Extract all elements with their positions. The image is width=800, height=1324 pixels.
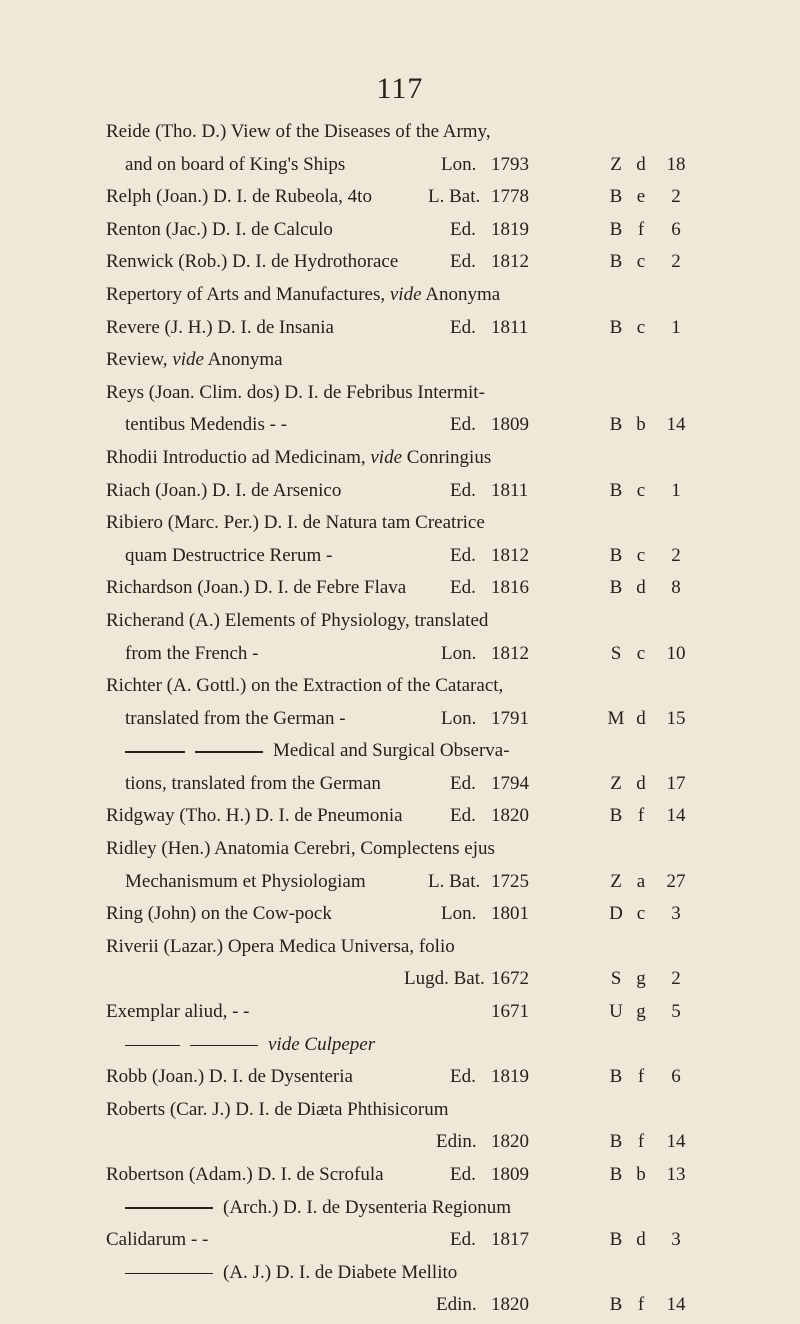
catalog-line: [106, 149, 706, 182]
shelf-shelf: f: [637, 1294, 645, 1316]
catalog-line: [106, 996, 706, 1029]
shelf-shelf: g: [636, 968, 646, 990]
catalog-line: [106, 898, 706, 931]
shelf-number: 6: [671, 218, 681, 240]
entry-text: tentibus Medendis - -: [125, 414, 288, 436]
entry-text-ditto: [125, 1257, 457, 1290]
entry-year: 1819: [491, 218, 529, 240]
catalog-line: [106, 409, 706, 442]
entry-text: Riverii (Lazar.) Opera Medica Universa, folio: [106, 935, 455, 957]
entry-year: 1812: [491, 544, 529, 566]
entry-place: L. Bat.: [428, 870, 481, 892]
entry-place: Ed.: [450, 544, 476, 566]
entry-year: 1791: [491, 707, 529, 729]
entry-text: Reys (Joan. Clim. dos) D. I. de Febribus Intermit-: [106, 381, 485, 403]
catalog-line: [106, 572, 706, 605]
shelf-shelf: f: [637, 1066, 645, 1088]
entry-year: 1801: [491, 903, 529, 925]
entry-year: 1793: [491, 153, 529, 175]
catalog-line: [106, 1061, 706, 1094]
entry-place: Ed.: [450, 1229, 476, 1251]
entry-text: Medical and Surgical Observa-: [273, 740, 510, 762]
entry-year: 1809: [491, 1164, 529, 1185]
shelf-case: B: [609, 414, 623, 436]
catalog-line: [106, 1029, 706, 1062]
entry-year: 1811: [491, 479, 529, 501]
shelf-case: Z: [610, 870, 622, 892]
shelf-number: 3: [671, 1229, 681, 1251]
entry-year: 1811: [491, 316, 529, 338]
catalog-line: [106, 670, 706, 703]
catalog-line: [106, 866, 706, 899]
shelf-shelf: a: [636, 870, 646, 892]
shelf-case: S: [610, 968, 622, 990]
entry-text: Riach (Joan.) D. I. de Arsenico: [106, 479, 342, 501]
entry-text: Review, vide Anonyma: [106, 349, 283, 371]
entry-year: 1819: [491, 1066, 529, 1088]
shelf-number: 13: [666, 1164, 686, 1185]
ditto-rule: [190, 1045, 258, 1047]
entry-year: 1794: [491, 772, 529, 794]
shelf-number: 10: [666, 642, 686, 664]
entry-text: Roberts (Car. J.) D. I. de Diæta Phthisicorum: [106, 1098, 449, 1120]
catalog-line: [106, 279, 706, 312]
entry-year: 1817: [491, 1229, 529, 1251]
entry-text: Renwick (Rob.) D. I. de Hydrothorace: [106, 251, 399, 273]
entry-place: L. Bat.: [428, 186, 481, 208]
ditto-rule: [125, 1045, 180, 1047]
entry-text: Reide (Tho. D.) View of the Diseases of the Army,: [106, 121, 491, 142]
catalog-line: [106, 800, 706, 833]
entry-year: 1816: [491, 577, 529, 599]
catalog-line: [106, 116, 706, 149]
entry-year: 1725: [491, 870, 529, 892]
shelf-case: B: [609, 251, 623, 273]
entry-place: Edin.: [436, 1294, 477, 1316]
shelf-number: 2: [671, 186, 681, 208]
shelf-number: 14: [666, 1131, 686, 1153]
shelf-case: B: [609, 1294, 623, 1316]
shelf-shelf: d: [636, 707, 646, 729]
shelf-shelf: c: [636, 316, 646, 338]
shelf-shelf: d: [636, 1229, 646, 1251]
entry-text: Repertory of Arts and Manufactures, vide Anonyma: [106, 283, 501, 305]
entry-place: Ed.: [450, 414, 476, 436]
entry-text: (Arch.) D. I. de Dysenteria Regionum: [223, 1196, 512, 1218]
shelf-shelf: c: [636, 544, 646, 566]
entry-text: Exemplar aliud, - -: [106, 1001, 250, 1023]
shelf-shelf: b: [636, 1164, 646, 1185]
shelf-case: B: [609, 805, 623, 827]
shelf-number: 3: [671, 903, 681, 925]
catalog-line: [106, 1192, 706, 1225]
catalog-line: [106, 703, 706, 736]
entry-text: Ridley (Hen.) Anatomia Cerebri, Complectens ejus: [106, 838, 495, 860]
catalog-line: [106, 246, 706, 279]
entry-text: Mechanismum et Physiologiam: [125, 870, 366, 892]
entry-year: 1809: [491, 414, 529, 436]
shelf-shelf: c: [636, 642, 646, 664]
catalog-line: [106, 540, 706, 573]
catalog-line: [106, 507, 706, 540]
catalog-entries: [106, 116, 706, 1322]
catalog-line: [106, 1094, 706, 1127]
entry-text-ditto: [125, 735, 510, 768]
shelf-number: 2: [671, 251, 681, 273]
shelf-shelf: b: [636, 414, 646, 436]
shelf-case: B: [609, 577, 623, 599]
shelf-number: 17: [666, 772, 686, 794]
shelf-case: D: [609, 903, 623, 925]
catalog-line: [106, 442, 706, 475]
catalog-line: [106, 833, 706, 866]
shelf-shelf: c: [636, 251, 646, 273]
catalog-line: [106, 1159, 706, 1192]
shelf-shelf: g: [636, 1001, 646, 1023]
entry-text: from the French -: [125, 642, 259, 664]
shelf-case: B: [609, 218, 623, 240]
shelf-shelf: f: [637, 805, 645, 827]
shelf-number: 2: [671, 544, 681, 566]
shelf-case: S: [610, 642, 622, 664]
entry-year: 1671: [491, 1001, 529, 1023]
entry-year: 1820: [491, 1131, 529, 1153]
catalog-line: [106, 963, 706, 996]
shelf-case: B: [609, 1066, 623, 1088]
entry-text: Robertson (Adam.) D. I. de Scrofula: [106, 1164, 384, 1185]
entry-place: Ed.: [450, 1164, 476, 1185]
catalog-line: [106, 344, 706, 377]
entry-text: Richter (A. Gottl.) on the Extraction of the Cataract,: [106, 675, 504, 697]
catalog-line: [106, 638, 706, 671]
entry-text: vide Culpeper: [268, 1033, 376, 1055]
shelf-shelf: c: [636, 903, 646, 925]
shelf-shelf: e: [636, 186, 646, 208]
entry-text: Revere (J. H.) D. I. de Insania: [106, 316, 334, 338]
entry-text: Robb (Joan.) D. I. de Dysenteria: [106, 1066, 353, 1088]
shelf-case: B: [609, 316, 623, 338]
entry-text: Richerand (A.) Elements of Physiology, translated: [106, 609, 489, 631]
shelf-shelf: d: [636, 772, 646, 794]
catalog-line: [106, 475, 706, 508]
entry-place: Ed.: [450, 479, 476, 501]
shelf-number: 1: [671, 479, 681, 501]
shelf-number: 14: [666, 805, 686, 827]
entry-place: Lon.: [441, 707, 477, 729]
entry-text: (A. J.) D. I. de Diabete Mellito: [223, 1261, 458, 1283]
entry-place: Ed.: [450, 251, 476, 273]
shelf-number: 1: [671, 316, 681, 338]
entry-text: Relph (Joan.) D. I. de Rubeola, 4to: [106, 186, 372, 208]
catalog-line: [106, 605, 706, 638]
shelf-number: 14: [666, 414, 686, 436]
entry-text: quam Destructrice Rerum -: [125, 544, 333, 566]
entry-place: Ed.: [450, 772, 476, 794]
shelf-number: 18: [666, 153, 686, 175]
entry-place: Edin.: [436, 1131, 477, 1153]
entry-year: 1812: [491, 642, 529, 664]
shelf-number: 27: [666, 870, 686, 892]
shelf-case: B: [609, 1229, 623, 1251]
shelf-case: B: [609, 1164, 623, 1185]
entry-year: 1820: [491, 1294, 529, 1316]
shelf-shelf: d: [636, 153, 646, 175]
shelf-case: Z: [610, 153, 622, 175]
shelf-number: 15: [666, 707, 686, 729]
entry-text: Ribiero (Marc. Per.) D. I. de Natura tam Creatrice: [106, 512, 485, 534]
entry-place: Ed.: [450, 1066, 476, 1088]
shelf-number: 5: [671, 1001, 681, 1023]
catalog-line: [106, 1126, 706, 1159]
entry-year: 1820: [491, 805, 529, 827]
shelf-number: 8: [671, 577, 681, 599]
catalog-line: [106, 735, 706, 768]
entry-text: Ridgway (Tho. H.) D. I. de Pneumonia: [106, 805, 403, 827]
shelf-shelf: f: [637, 218, 645, 240]
ditto-rule: [125, 1207, 213, 1209]
ditto-rule: [125, 751, 185, 753]
catalog-line: [106, 931, 706, 964]
entry-place: Lon.: [441, 903, 477, 925]
shelf-case: Z: [610, 772, 622, 794]
catalog-line: [106, 214, 706, 247]
entry-year: 1672: [491, 968, 529, 990]
shelf-number: 6: [671, 1066, 681, 1088]
ditto-rule: [125, 1273, 213, 1275]
catalog-line: [106, 377, 706, 410]
shelf-shelf: c: [636, 479, 646, 501]
entry-place: Ed.: [450, 577, 476, 599]
entry-place: Lugd. Bat.: [404, 968, 485, 990]
entry-text-ditto: [125, 1192, 511, 1225]
catalog-line: [106, 312, 706, 345]
ditto-rule: [195, 751, 263, 753]
entry-text: Rhodii Introductio ad Medicinam, vide Conringius: [106, 446, 492, 468]
shelf-number: 14: [666, 1294, 686, 1316]
entry-year: 1812: [491, 251, 529, 273]
shelf-number: 2: [671, 968, 681, 990]
shelf-case: B: [609, 544, 623, 566]
shelf-shelf: d: [636, 577, 646, 599]
entry-text: Renton (Jac.) D. I. de Calculo: [106, 218, 333, 240]
catalog-line: [106, 1289, 706, 1322]
shelf-case: M: [607, 707, 625, 729]
entry-place: Ed.: [450, 316, 476, 338]
shelf-case: B: [609, 186, 623, 208]
shelf-case: B: [609, 479, 623, 501]
catalog-line: [106, 1224, 706, 1257]
entry-place: Lon.: [441, 642, 477, 664]
catalog-line: [106, 181, 706, 214]
entry-place: Ed.: [450, 805, 476, 827]
entry-text: tions, translated from the German: [125, 772, 381, 794]
entry-text: translated from the German -: [125, 707, 346, 729]
shelf-shelf: f: [637, 1131, 645, 1153]
entry-text: Calidarum - -: [106, 1229, 209, 1251]
entry-place: Lon.: [441, 153, 477, 175]
entry-place: Ed.: [450, 218, 476, 240]
shelf-case: B: [609, 1131, 623, 1153]
entry-text: and on board of King's Ships: [125, 153, 346, 175]
shelf-case: U: [609, 1001, 623, 1023]
catalog-line: [106, 768, 706, 801]
entry-year: 1778: [491, 186, 529, 208]
entry-text: Ring (John) on the Cow-pock: [106, 903, 332, 925]
entry-text: Richardson (Joan.) D. I. de Febre Flava: [106, 577, 407, 599]
entry-text-ditto: [125, 1029, 375, 1062]
page-number: 117: [376, 72, 424, 105]
catalog-line: [106, 1257, 706, 1290]
